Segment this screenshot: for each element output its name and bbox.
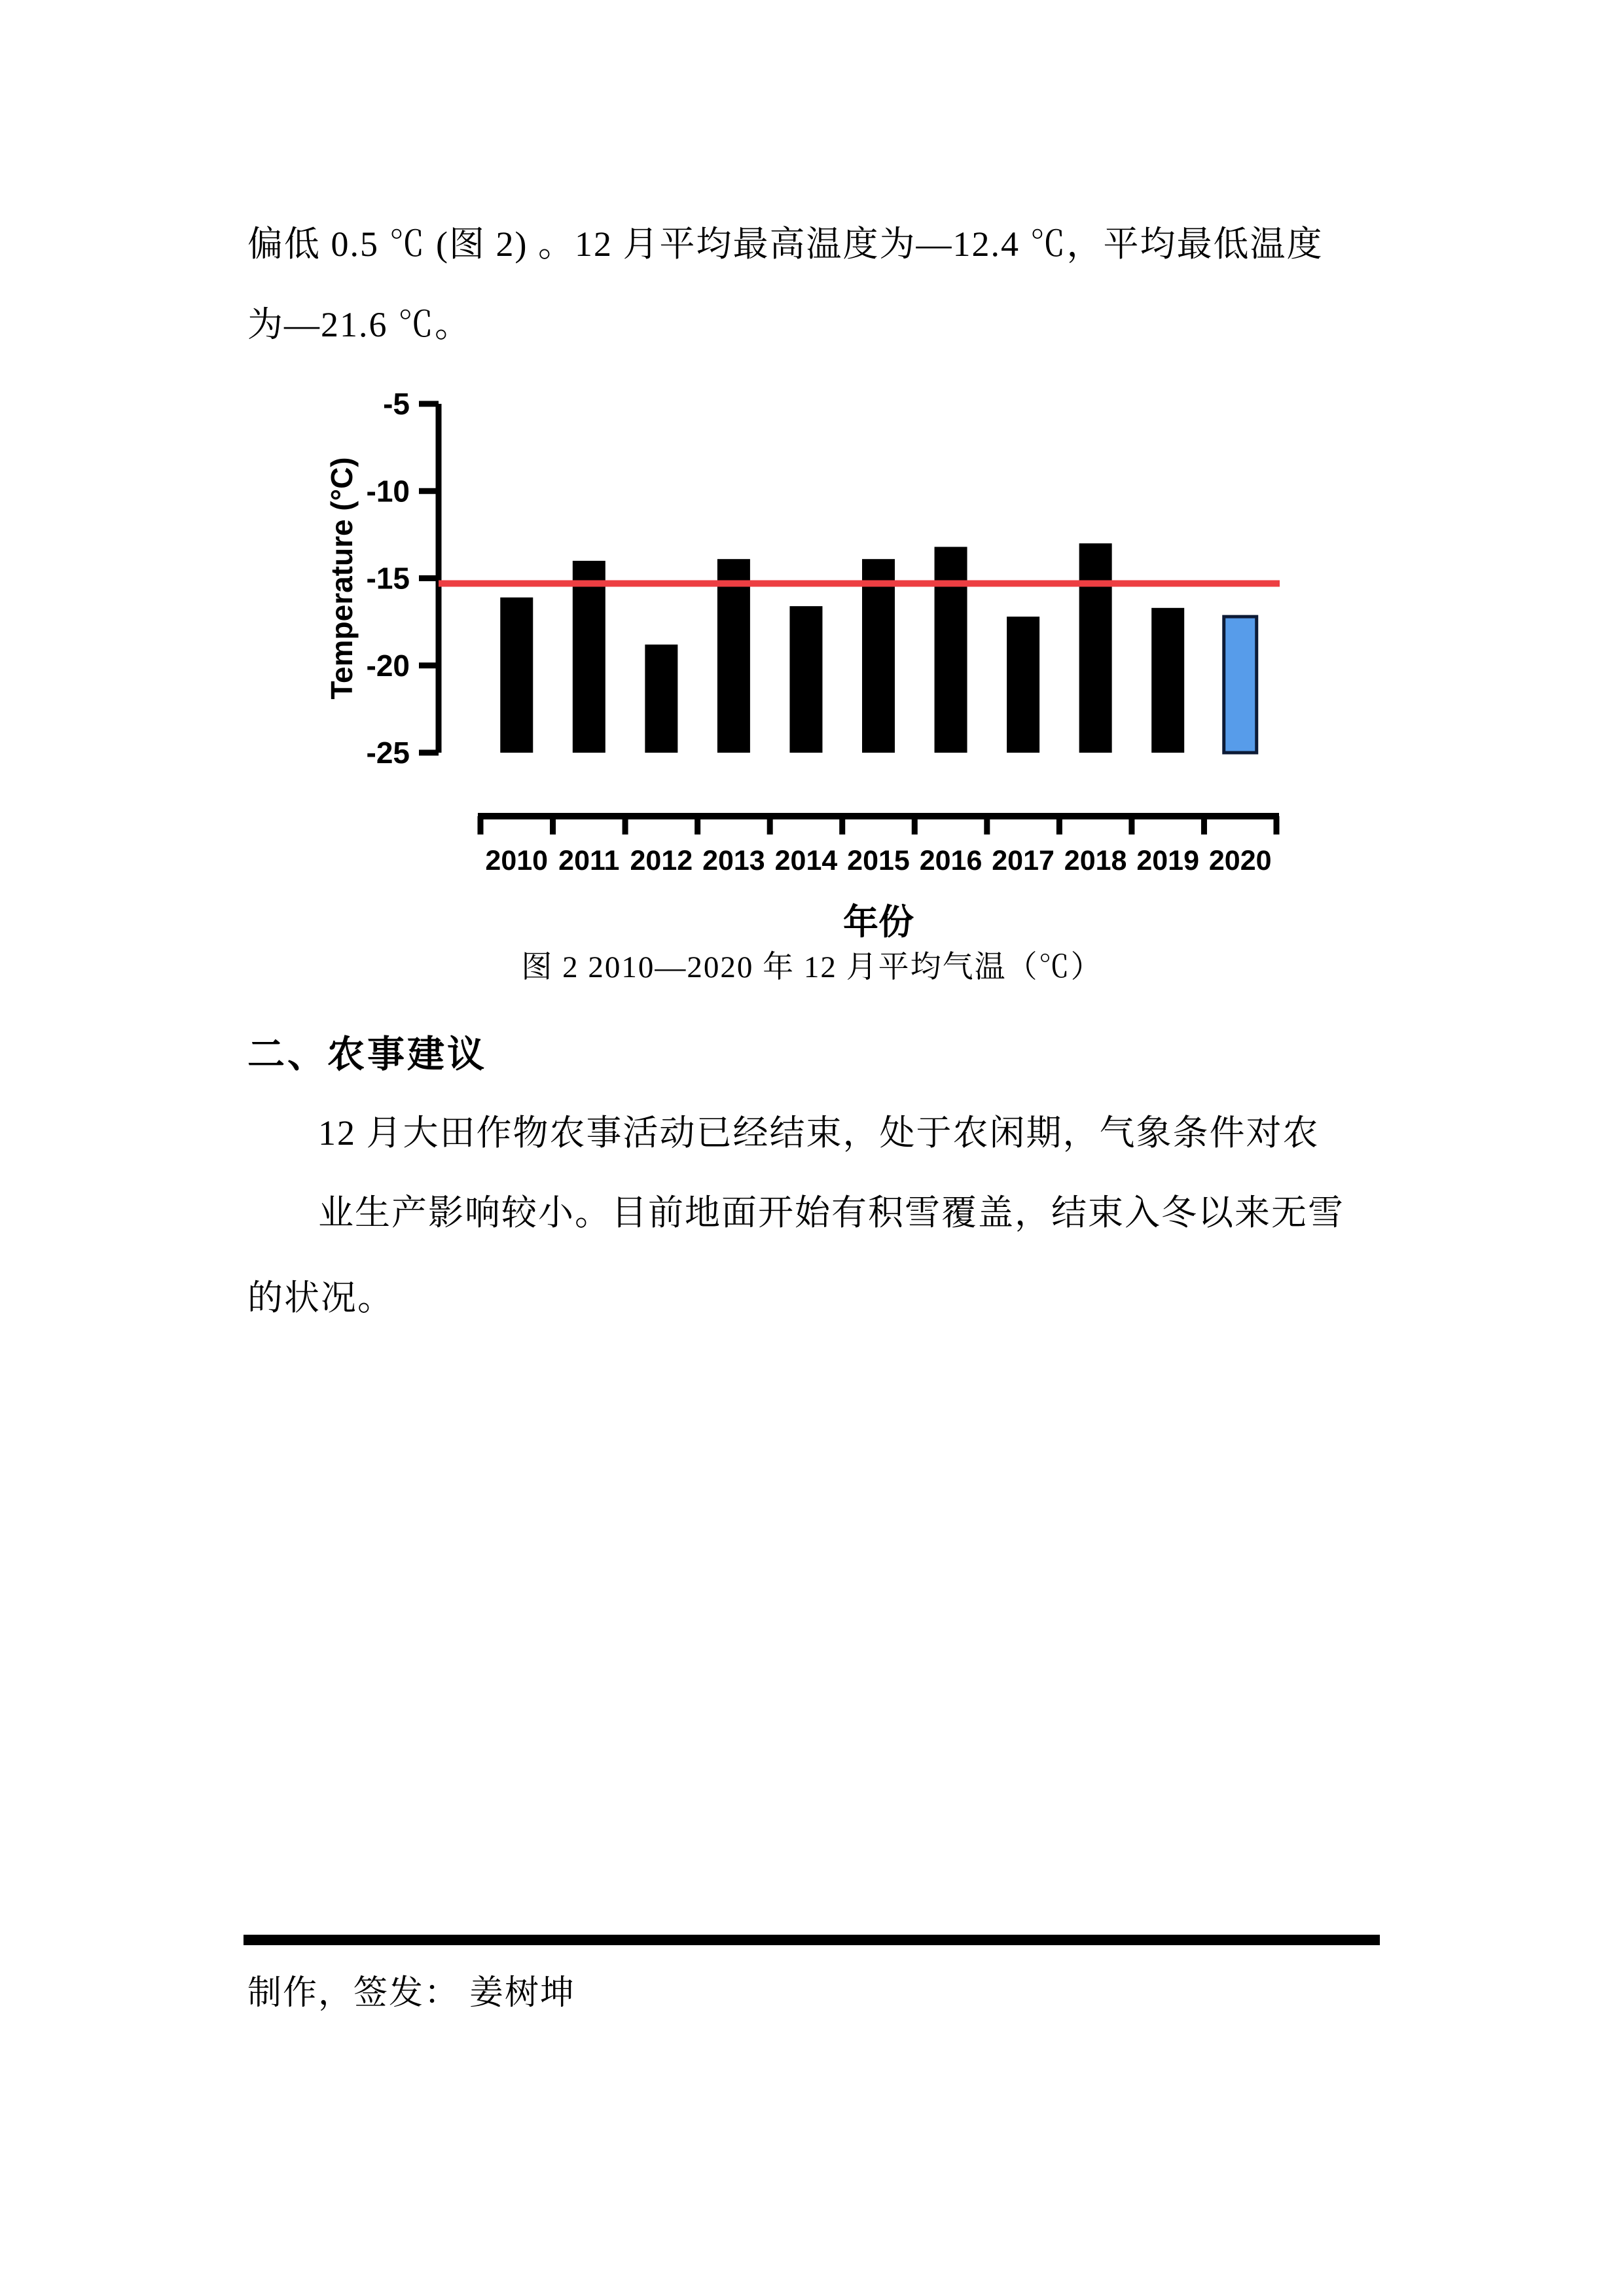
bar-2012: [645, 645, 677, 753]
footer-signature: 制作，签发： 姜树坤: [247, 1975, 576, 2012]
x-tick-label: 2020: [1208, 845, 1272, 876]
bar-2010: [500, 598, 533, 753]
bar-2017: [1007, 617, 1039, 753]
y-axis-label: Temperature (°C): [325, 457, 359, 700]
x-tick-label: 2017: [992, 845, 1055, 876]
bar-2016: [935, 547, 967, 753]
paragraph2-line2: 业生产影响较小。目前地面开始有积雪覆盖，结束入冬以来无雪: [318, 1193, 1344, 1232]
bar-2013: [717, 559, 750, 753]
bar-2019: [1151, 608, 1184, 753]
paragraph1-line2: 为—21.6 ℃。: [247, 305, 471, 344]
y-tick-label: -20: [366, 648, 410, 683]
section-heading: 二、农事建议: [247, 1034, 487, 1075]
temperature-bar-chart: [295, 363, 1348, 939]
x-tick-label: 2016: [919, 845, 983, 876]
bar-2011: [573, 561, 605, 753]
figure-caption: 图 2 2010—2020 年 12 月平均气温（℃）: [521, 950, 1103, 984]
x-tick-label: 2018: [1064, 845, 1127, 876]
y-tick-label: -15: [366, 561, 410, 596]
footer-divider: [244, 1935, 1380, 1945]
paragraph2-line1: 12 月大田作物农事活动已经结束，处于农闲期，气象条件对农: [318, 1113, 1320, 1153]
x-tick-label: 2012: [630, 845, 693, 876]
paragraph1-line1: 偏低 0.5 ℃ (图 2) 。12 月平均最高温度为—12.4 ℃，平均最低温度: [247, 224, 1324, 264]
y-tick-label: -10: [366, 474, 410, 509]
x-tick-label: 2019: [1136, 845, 1200, 876]
x-tick-label: 2013: [702, 845, 765, 876]
bar-2014: [789, 606, 822, 753]
x-tick-label: 2014: [774, 845, 838, 876]
x-tick-label: 2011: [558, 845, 620, 876]
x-axis-label: 年份: [843, 903, 914, 939]
bar-2018: [1079, 543, 1112, 753]
x-tick-label: 2010: [485, 845, 549, 876]
bar-2020: [1224, 617, 1257, 753]
y-tick-label: -5: [383, 387, 410, 421]
paragraph2-line3: 的状况。: [247, 1278, 394, 1318]
bar-2015: [862, 559, 895, 753]
y-tick-label: -25: [366, 736, 410, 770]
x-tick-label: 2015: [847, 845, 910, 876]
